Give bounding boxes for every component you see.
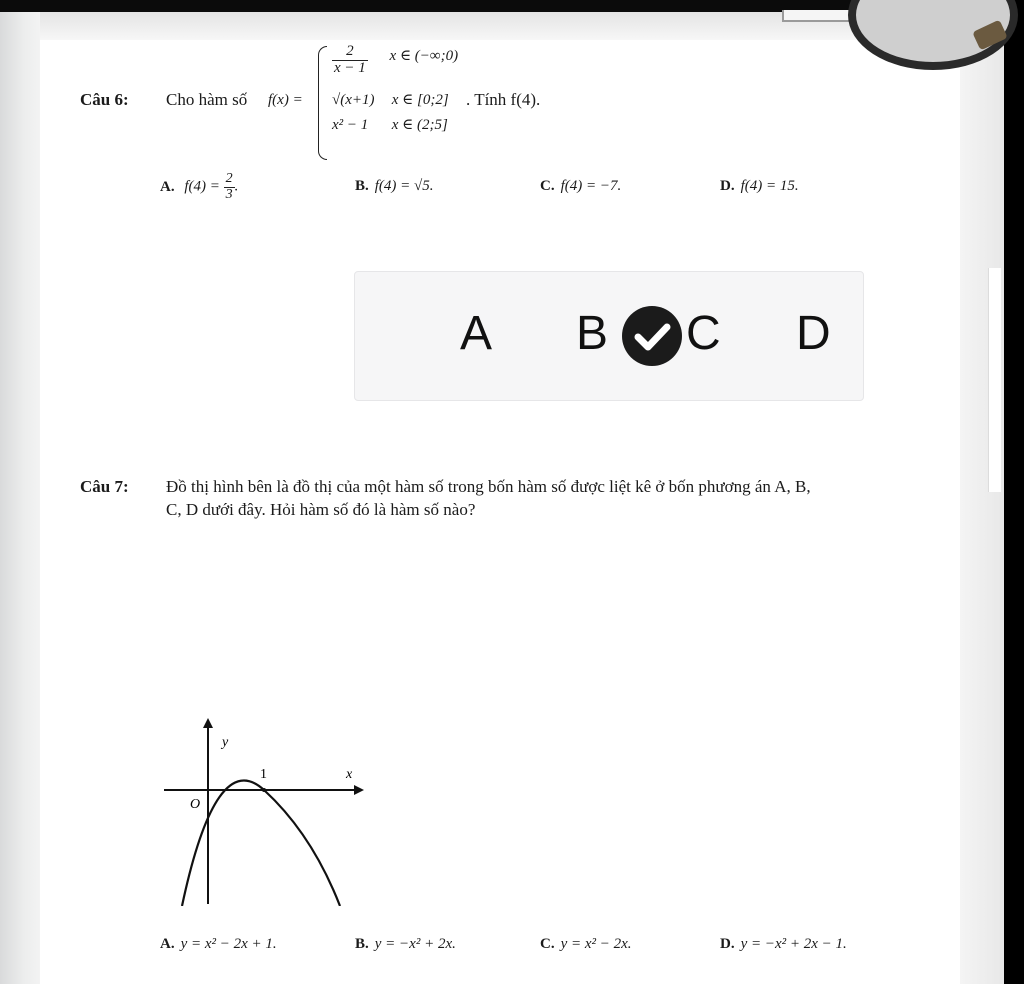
question-6-label: Câu 6:: [80, 90, 129, 109]
piece-1-fraction: $\frac{2}{x - 1}$: [334, 43, 366, 76]
answer-choice-a[interactable]: A: [460, 307, 493, 360]
answer-picker-card: [354, 271, 864, 401]
vertex-point: [262, 788, 266, 792]
q7-option-b: B. y = −x² + 2x.: [355, 936, 456, 952]
question-6-ask: . Tính f(4).: [466, 90, 541, 109]
piecewise-brace: [318, 46, 327, 160]
q7-option-d: D. y = −x² + 2x − 1.: [720, 936, 847, 952]
y-axis-label: y: [222, 735, 229, 750]
top-box: [782, 10, 852, 22]
check-circle-icon: [622, 306, 682, 366]
right-black-edge: [1004, 0, 1024, 984]
x-axis-arrow: [354, 785, 364, 795]
piece-3-expr: x² − 1: [332, 117, 369, 133]
answer-choice-b[interactable]: B: [576, 307, 609, 360]
q6-option-b: B. f(4) = √5.: [355, 178, 434, 194]
q6-option-c: C. f(4) = −7.: [540, 178, 622, 194]
piece-1-domain: x ∈ (−∞;0): [389, 48, 459, 64]
piece-2-domain: x ∈ [0;2]: [391, 92, 449, 108]
scrollbar[interactable]: [988, 268, 1001, 492]
answer-choice-d[interactable]: D: [796, 307, 831, 360]
answer-choice-c[interactable]: C: [686, 307, 721, 360]
question-7-line-2: C, D dưới đây. Hỏi hàm số đó là hàm số nào?: [166, 500, 476, 519]
y-axis-arrow: [203, 718, 213, 728]
q6-option-a: A. f(4) = $\frac{2}{3}$ .: [160, 171, 239, 202]
piece-3-domain: x ∈ (2;5]: [391, 117, 448, 133]
question-7-label: Câu 7:: [80, 477, 129, 496]
function-lhs: f(x) =: [268, 92, 303, 108]
question-7-line-1: Đồ thị hình bên là đồ thị của một hàm số trong bốn hàm số được liệt kê ở bốn phương án A, B,: [166, 477, 811, 496]
piece-row-2: [332, 90, 449, 109]
left-margin-shadow: [0, 12, 40, 984]
parabola-graph: [160, 716, 380, 906]
piece-row-1: [332, 44, 458, 77]
vertex-tick-label: 1: [260, 767, 267, 782]
x-axis-label: x: [346, 767, 353, 782]
piece-row-3: [332, 115, 448, 134]
q7-option-c: C. y = x² − 2x.: [540, 936, 632, 952]
q7-option-a: A. y = x² − 2x + 1.: [160, 936, 277, 952]
origin-label: O: [190, 797, 201, 812]
question-6-intro: Cho hàm số: [166, 90, 248, 109]
parabola-right: [264, 790, 340, 906]
right-margin: [960, 12, 1004, 984]
piece-2-expr: √(x+1): [332, 92, 375, 108]
q6-option-d: D. f(4) = 15.: [720, 178, 799, 194]
